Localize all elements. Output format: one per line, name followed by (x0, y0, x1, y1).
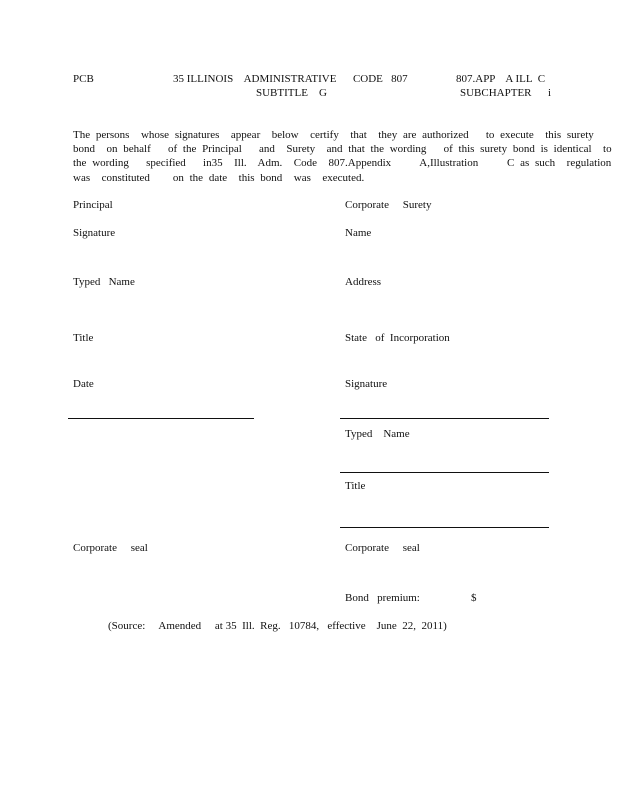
certification-line: bond on behalf of the Principal and Surety and that the wording of this surety bond is identical to (73, 143, 612, 156)
source-note: (Source: Amended at 35 Ill. Reg. 10784, effective June 22, 2011) (108, 620, 447, 632)
surety-corporate-seal-label: Corporate seal (345, 542, 420, 554)
principal-corporate-seal-label: Corporate seal (73, 542, 148, 554)
principal-title-label: Title (73, 332, 94, 344)
bond-premium-label: Bond premium: (345, 592, 420, 604)
corporate-surety-label: Corporate Surety (345, 199, 432, 211)
surety-state-of-incorporation-label: State of Incorporation (345, 332, 450, 344)
surety-address-label: Address (345, 276, 382, 288)
certification-line: The persons whose signatures appear below certify that they are authorized to execute this surety (73, 129, 594, 141)
section-number: 807.APP A ILL C (456, 73, 546, 85)
certification-line: the wording specified in35 Ill. Adm. Code 807.Appendix A,Illustration C as such regulation (73, 157, 612, 170)
surety-typed-name-line (340, 472, 549, 473)
principal-signature-label: Signature (73, 227, 116, 239)
surety-title-line (340, 527, 549, 528)
surety-name-label: Name (345, 227, 372, 239)
surety-signature-label: Signature (345, 378, 388, 390)
principal-date-label: Date (73, 378, 94, 390)
certification-paragraph (73, 128, 612, 185)
surety-signature-line (340, 418, 549, 419)
subchapter: SUBCHAPTER i (460, 87, 552, 99)
agency-label: PCB (73, 73, 94, 85)
principal-typed-name-label: Typed Name (73, 276, 135, 288)
bond-premium-currency: $ (471, 592, 477, 604)
subtitle: SUBTITLE G (256, 87, 327, 99)
principal-signature-line (68, 418, 254, 419)
surety-typed-name-label: Typed Name (345, 428, 410, 440)
principal-label: Principal (73, 199, 113, 211)
code-title: 35 ILLINOIS ADMINISTRATIVE CODE 807 (173, 73, 408, 85)
surety-title-label: Title (345, 480, 366, 492)
certification-line: was constituted on the date this bond was executed. (73, 171, 365, 184)
